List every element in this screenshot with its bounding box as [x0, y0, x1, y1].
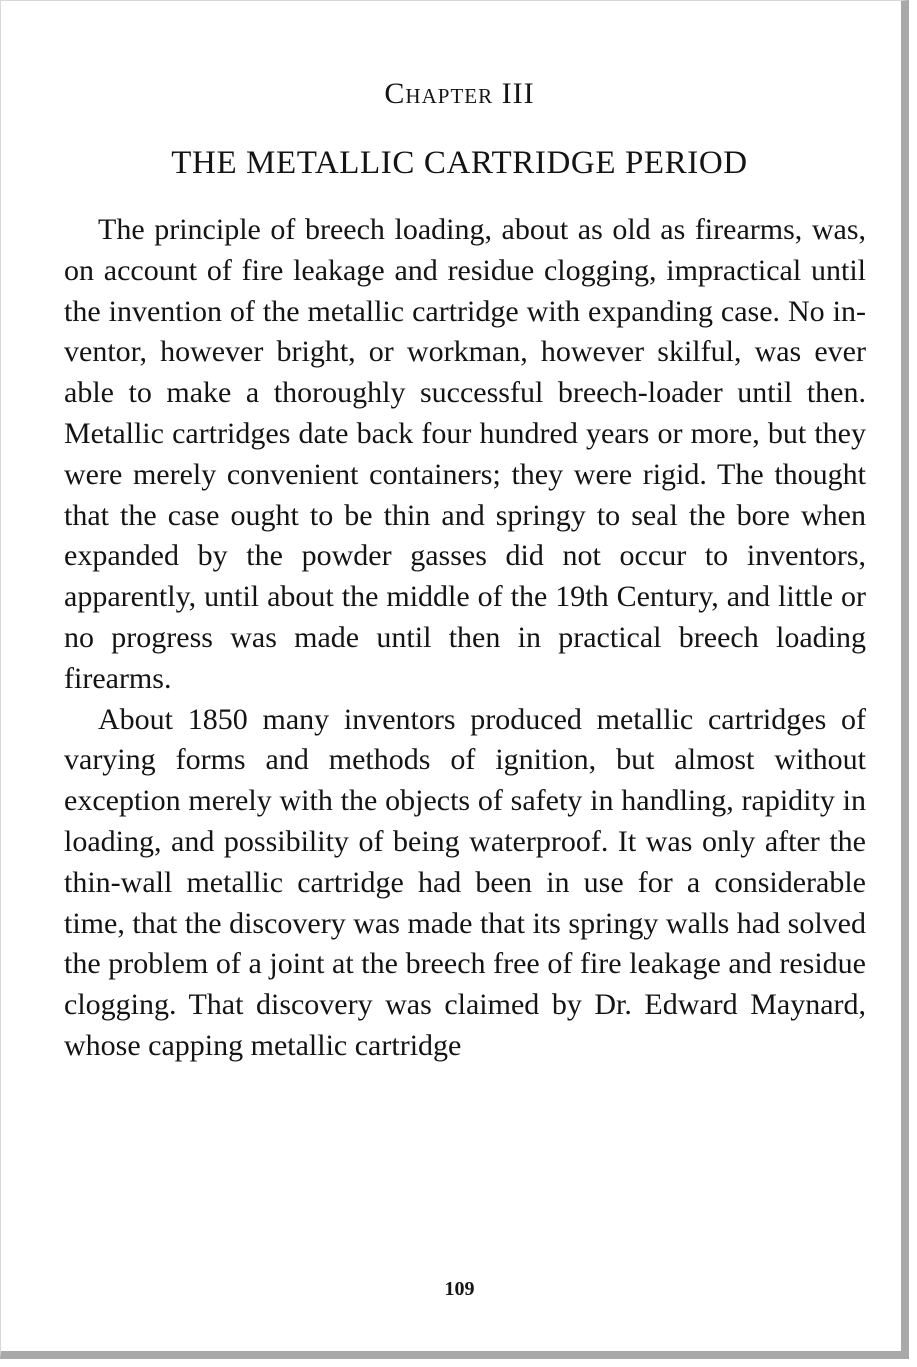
body-text [64, 210, 866, 1067]
page-number: 109 [444, 1278, 475, 1300]
chapter-label: Chapter III [384, 77, 535, 110]
paragraph: The principle of breech loading, about as old as firearms, was, on account of fire leakage and residue clogging, impractical until the invention of the metallic cartridge with expanding case. No inventor, however bright, or workman, however skilful, was ever able to make a thoroughly successful breech-loader until then. Metallic cartridges date back four hundred years or more, but they were merely convenient containers; they were rigid. The thought that the case ought to be thin and springy to seal the bore when expanded by the powder gasses did not occur to inventors, apparently, until about the middle of the 19th Century, and little or no progress was made until then in practical breech loading firearms. [64, 213, 866, 695]
chapter-title: THE METALLIC CARTRIDGE PERIOD [171, 145, 748, 181]
paragraph: About 1850 many inventors produced metallic cartridges of varying forms and methods of ignition, but almost without exception merely with the objects of safety in handling, rapidity in loading, and possibility of being waterproof. It was only after the thin-wall metallic cartridge had been in use for a considerable time, that the discovery was made that its springy walls had solved the problem of a joint at the breech free of fire leakage and residue clogging. That discovery was claimed by Dr. Edward Maynard, whose capping metallic cartridge [64, 702, 866, 1062]
